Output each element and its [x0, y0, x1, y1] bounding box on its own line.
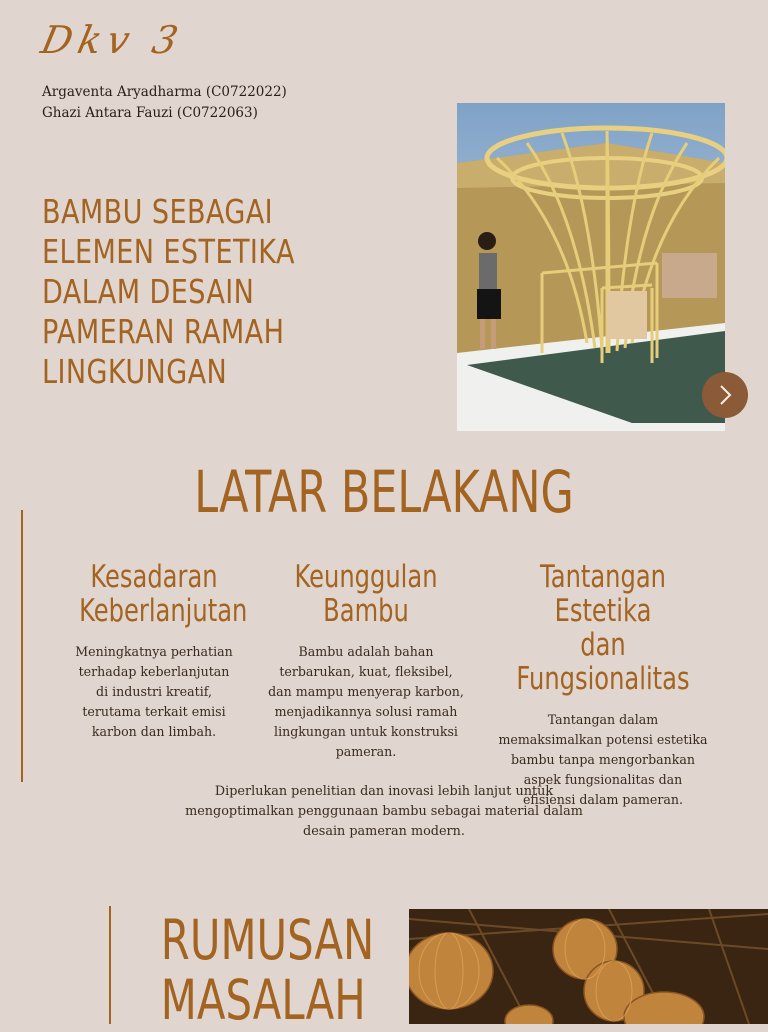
heading-line: dan Fungsionalitas — [516, 627, 690, 697]
column-body: Bambu adalah bahan terbarukan, kuat, fleksibel, dan mampu menyerap karbon, menjadikannya solusi ramah lingkungan untuk konstruksi pameran. — [268, 644, 464, 759]
column-heading — [79, 559, 248, 629]
column-keunggulan — [262, 560, 470, 762]
column-tantangan — [480, 560, 726, 810]
section-title-rumusan-masalah — [160, 908, 375, 1032]
conclusion-note — [0, 782, 768, 842]
section-title-latar-belakang: LATAR BELAKANG — [194, 458, 574, 526]
author-2: Ghazi Antara Fauzi (C0722063) — [42, 105, 258, 121]
next-slide-button[interactable] — [702, 372, 748, 418]
heading-line: Bambu — [323, 593, 409, 629]
title-line: RUMUSAN — [160, 908, 375, 972]
bamboo-lamps-photo — [409, 909, 768, 1024]
column-body: Tantangan dalam memaksimalkan potensi estetika bambu tanpa mengorbankan aspek fungsionalitas dan efisiensi dalam pameran. — [498, 712, 708, 807]
heading-line: Keberlanjutan — [79, 593, 248, 629]
column-heading — [507, 560, 699, 696]
author-1: Argaventa Aryadharma (C0722022) — [42, 84, 287, 100]
heading-line: Tantangan Estetika — [539, 559, 667, 629]
divider-vertical-rumusan — [109, 906, 111, 1024]
note-text: Diperlukan penelitian dan inovasi lebih lanjut untuk mengoptimalkan penggunaan bambu sebagai material dalam desain pameran modern. — [185, 784, 583, 839]
heading-line: Kesadaran — [90, 559, 218, 595]
chevron-right-icon — [715, 383, 735, 407]
authors — [42, 82, 287, 124]
column-heading — [285, 560, 447, 628]
page-title: BAMBU SEBAGAI ELEMEN ESTETIKA DALAM DESAIN PAMERAN RAMAH LINGKUNGAN — [42, 192, 295, 391]
column-body: Meningkatnya perhatian terhadap keberlanjutan di industri kreatif, terutama terkait emisi karbon dan limbah. — [75, 644, 233, 739]
divider-vertical-left — [21, 510, 23, 782]
column-kesadaran — [58, 560, 250, 742]
heading-line: Keunggulan — [294, 559, 438, 595]
script-title: Dkv 3 — [37, 18, 188, 62]
title-line: MASALAH — [160, 968, 366, 1032]
bamboo-pavilion-render — [457, 103, 725, 431]
